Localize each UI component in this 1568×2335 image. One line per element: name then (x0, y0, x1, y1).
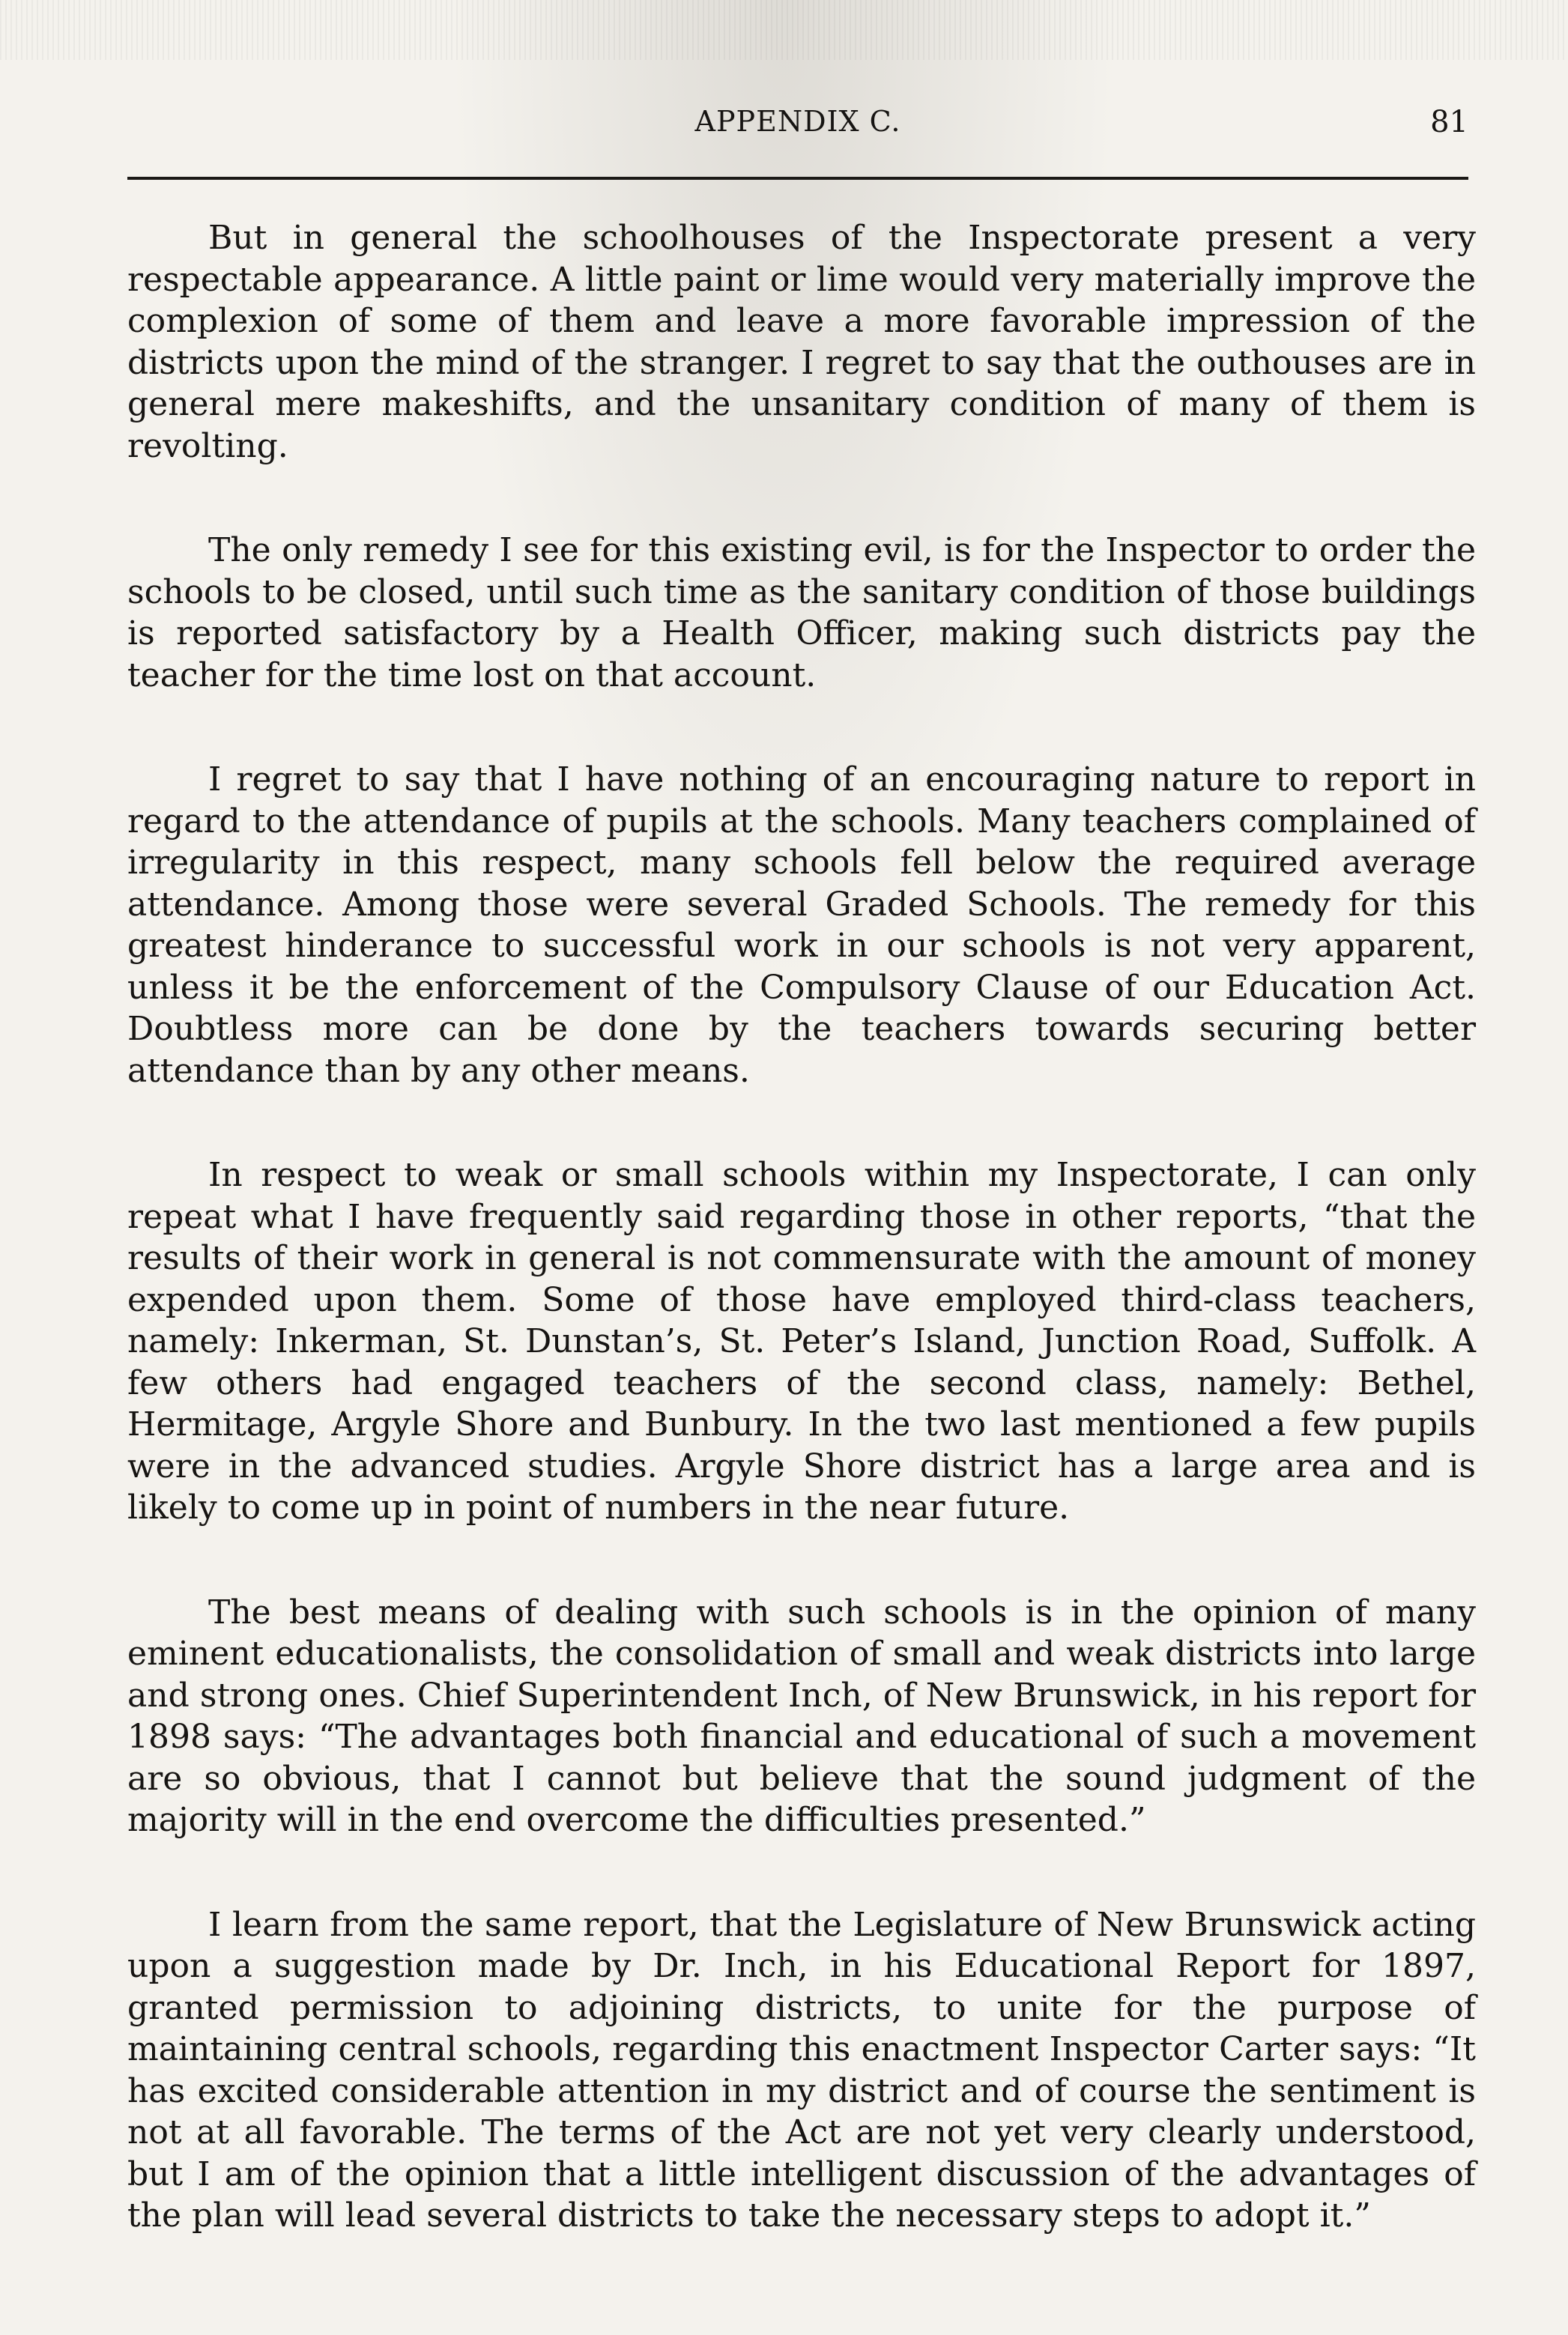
paragraph: In respect to weak or small schools within my Inspectorate, I can only repeat what I have frequently said regarding those in other reports, “that the results of their work in general is not commensurate with the amount of money expended upon them. Some of those have employed third-class teachers, namely: Inkerman, St. Dunstan’s, St. Peter’s Island, Junction Road, Suffolk. A few others had engaged teachers of the second class, namely: Bethel, Hermitage, Argyle Shore and Bunbury. In the two last mentioned a few pupils were in the advanced studies. Argyle Shore district has a large area and is likely to come up in point of numbers in the near future. (127, 1156, 1476, 1527)
paragraph: The best means of dealing with such schools is in the opinion of many eminent educationalists, the consolidation of small and weak districts into large and strong ones. Chief Superintendent Inch, of New Brunswick, in his report for 1898 says: “The advantages both financial and educational of such a movement are so obvious, that I cannot but believe that the sound judgment of the majority will in the end overcome the difficulties presented.” (127, 1593, 1476, 1839)
header-rule (127, 177, 1468, 180)
body-text (127, 217, 1476, 2237)
scan-noise-top (0, 0, 1568, 60)
paragraph: But in general the schoolhouses of the Inspectorate present a very respectable appearance. A little paint or lime would very materially improve the complexion of some of them and leave a more favorable impression of the districts upon the mind of the stranger. I regret to say that the outhouses are in general mere makeshifts, and the unsanitary condition of many of them is revolting. (127, 219, 1476, 465)
paragraph: The only remedy I see for this existing evil, is for the Inspector to order the schools to be closed, until such time as the sanitary condition of those buildings is reported satisfactory by a Health Officer, making such districts pay the teacher for the time lost on that account. (127, 531, 1476, 694)
page-header (127, 105, 1468, 150)
running-title: APPENDIX C. (694, 105, 901, 138)
page-number: 81 (1430, 105, 1468, 139)
paragraph: I regret to say that I have nothing of an encouraging nature to report in regard to the attendance of pupils at the schools. Many teachers complained of irregularity in this respect, many schools fell below the required average attendance. Among those were several Graded Schools. The remedy for this greatest hinderance to successful work in our schools is not very apparent, unless it be the enforcement of the Compulsory Clause of our Education Act. Doubtless more can be done by the teachers towards securing better attendance than by any other means. (127, 760, 1476, 1090)
paragraph: I learn from the same report, that the Legislature of New Brunswick acting upon a suggestion made by Dr. Inch, in his Educational Report for 1897, granted permission to adjoining districts, to unite for the purpose of maintaining central schools, regarding this enactment Inspector Carter says: “It has excited considerable attention in my district and of course the sentiment is not at all favorable. The terms of the Act are not yet very clearly understood, but I am of the opinion that a little intelligent discussion of the advantages of the plan will lead several districts to take the necessary steps to adopt it.” (127, 1905, 1476, 2235)
